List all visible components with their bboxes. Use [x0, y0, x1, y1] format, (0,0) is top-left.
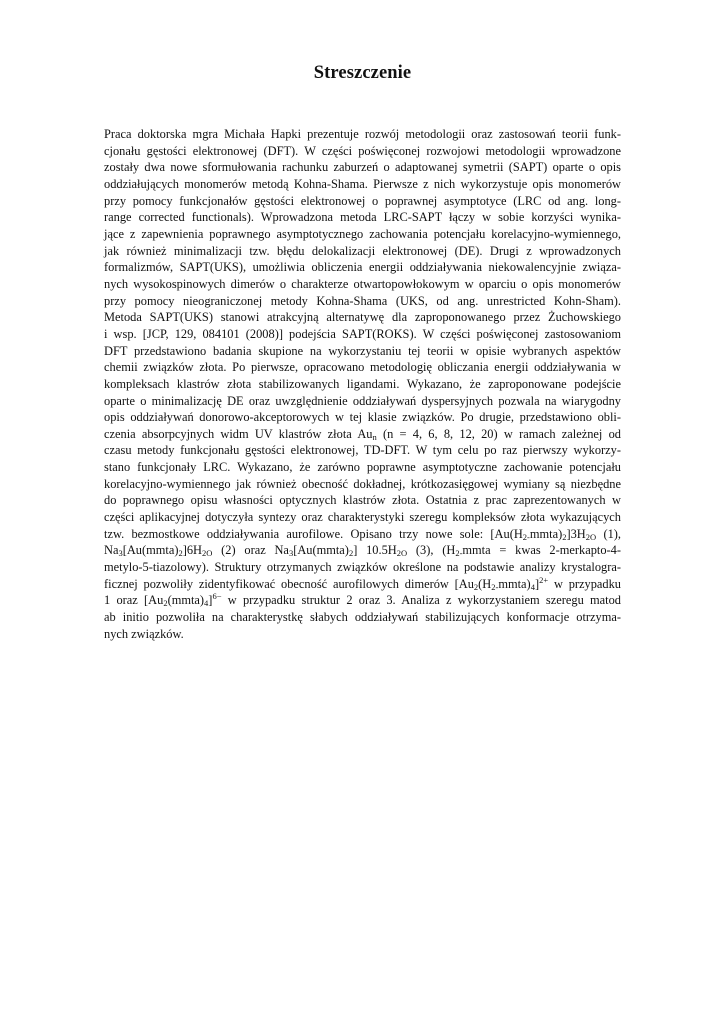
abstract-line: kompleksach klastrów złota stabilizowanych ligandami. Wykazano, że zaproponowane podejście — [104, 376, 621, 391]
abstract-line: ab initio pozwoliła na charakterystkę słabych oddziaływań stabilizujących konformacje otrzyma- — [104, 610, 621, 625]
abstract-line: metylo-5-tiazolowy). Struktury otrzymanych związków określone na podstawie analizy krystalogra- — [104, 560, 621, 575]
abstract-line: cjonału gęstości elektronowej (DFT). W części poświęconej rozwojowi metodologii wprowadzone — [104, 143, 621, 158]
abstract-line: stano funkcjonały LRC. Wykazano, że zarówno poprawne asymptotyczne zachowanie potencjału — [104, 460, 621, 475]
abstract-line: formalizmów, SAPT(UKS), umożliwia obliczenia energii oddziaływania niekowalencyjnie związa- — [104, 260, 621, 275]
abstract-line: nych związków. — [104, 626, 184, 641]
abstract-line: 1 oraz $[Au_2(mmta)_4]^{6-}$ w przypadku struktur 2 oraz 3. Analiza z wykorzystaniem szeregu matod — [104, 591, 622, 609]
abstract-line: czasu metody funkcjonału gęstości elektronowej, TD-DFT. W tym celu po raz pierwszy wykorzy- — [104, 443, 621, 458]
abstract-body — [104, 126, 621, 642]
abstract-line: DFT przedstawiono badania skupione na wykorzystaniu tej teorii w opisie wybranych aspektów — [104, 343, 621, 358]
abstract-line: opis oddziaływań donorowo-akceptorowych w tej klasie związków. Po drugie, przedstawiono obli- — [104, 410, 621, 425]
abstract-line: $Na_3[Au(mmta)_2]6H_{2O}$ (2) oraz $Na_3[Au(mmta)_2]$ $10.5H_{2O}$ (3), ($H_{2-}mmta$ = kwas 2-merkapto-4- — [104, 543, 621, 559]
page-title: Streszczenie — [313, 63, 412, 83]
abstract-line: zostały dwa nowe sformułowania rachunku zaburzeń o adaptowanej symetrii (SAPT) oparte o opis — [104, 160, 621, 175]
abstract-line: oparte o minimalizację DE oraz uwzględnienie oddziaływań dyspersyjnych pozwala na wiarygodny — [104, 393, 621, 408]
abstract-line: i wsp. [JCP, 129, 084101 (2008)] podejścia SAPT(ROKS). W części poświęconej zastosowaniom — [104, 326, 621, 341]
abstract-line: ficznej pozwoliły zidentyfikować obecność aurofilowych dimerów $[Au_2(H_{2-}mmta)_4]^{2+}$ w przypadku — [104, 574, 621, 592]
abstract-line: do poprawnego opisu własności optycznych klastrów złota. Ostatnia z prac zaprezentowanych w — [104, 493, 621, 508]
abstract-line: oddziałujących monomerów metodą Kohna-Shama. Pierwsze z nich wykorzystuje opis monomerów — [104, 176, 621, 191]
abstract-line: przy pomocy nieograniczonej metody Kohna-Shama (UKS, od ang. unrestricted Kohn-Sham). — [104, 293, 621, 308]
abstract-line: Praca doktorska mgra Michała Hapki prezentuje rozwój metodologii oraz zastosowań teorii funk- — [104, 127, 621, 141]
abstract-line: jące z zapewnienia poprawnego asymptotycznego zachowania potencjału korelacyjno-wymiennego, — [104, 226, 621, 241]
abstract-line: tzw. bezmostkowe oddziaływania aurofilowe. Opisano trzy nowe sole: $[Au(H_{2-}mmta)_2]3H_{2O}$ (1), — [104, 526, 621, 542]
abstract-line: części aplikacyjnej dotyczyła syntezy oraz charakterystyki szeregu kompleksów złota wykazujących — [104, 510, 621, 525]
abstract-line: Metoda SAPT(UKS) stanowi atrakcyjną alternatywę dla zaproponowanego przez Żuchowskiego — [104, 310, 621, 325]
abstract-line: range corrected functionals). Wprowadzona metoda LRC-SAPT łączy w sobie korzyści wynika- — [104, 210, 621, 225]
abstract-line: czenia absorpcyjnych widm UV klastrów złota $Au_n$ (n = 4, 6, 8, 12, 20) w ramach zależnej od — [104, 426, 621, 442]
abstract-line: przy pomocy funkcjonałów gęstości elektronowej o poprawnej asymptotyce (LRC od ang. long- — [104, 193, 621, 208]
abstract-line: chemii związków złota. Po pierwsze, opracowano metodologię obliczania energii oddziaływania w — [104, 360, 621, 375]
abstract-line: korelacyjno-wymiennego jak również obecność dokładnej, krótkozasięgowej wymiany są niezbędne — [104, 476, 621, 491]
abstract-line: jak również minimalizacji tzw. błędu delokalizacji elektronowej (DE). Drugi z wprowadzonych — [104, 243, 621, 258]
abstract-line: nych wysokospinowych dimerów o charakterze otwartopowłokowym w oparciu o opis monomerów — [104, 276, 621, 291]
